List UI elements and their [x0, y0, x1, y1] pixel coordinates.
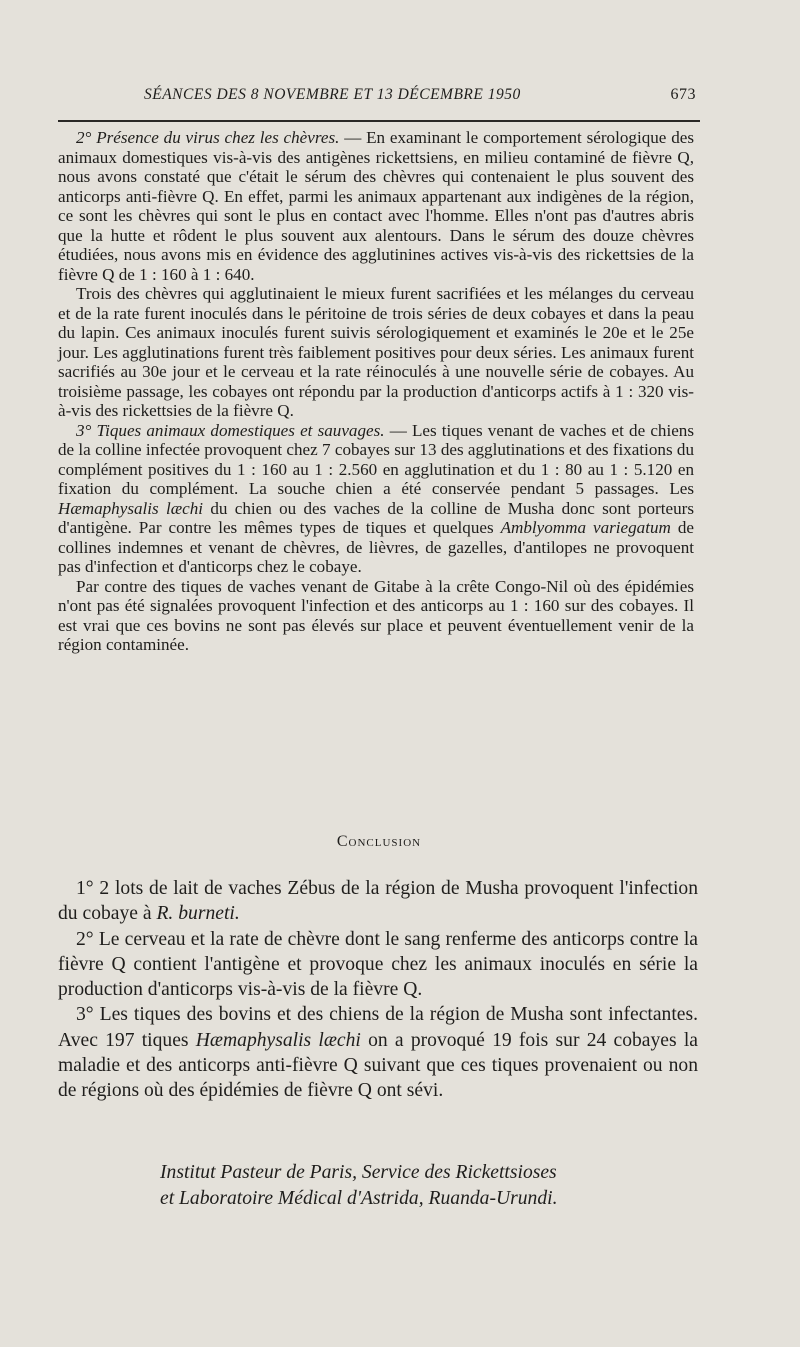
conclusion-item-text: on a provoqué 19 fois sur 24 cobayes la maladie et des anticorps anti-fièvre Q suivant que ces tiques provenaient ou non de régions où des épidémies de fièvre Q ont sévi.: [58, 1029, 698, 1102]
conclusion-text: [58, 876, 698, 1104]
species-name: Amblyomma variegatum: [500, 518, 671, 537]
conclusion-item-1: [58, 876, 698, 927]
paragraph-goats-presence: [58, 128, 694, 284]
section-title-ticks: 3° Tiques animaux domestiques et sauvages.: [76, 420, 385, 440]
affiliation: [160, 1160, 720, 1211]
conclusion-item-text: 1° 2 lots de lait de vaches Zébus de la région de Musha provoquent l'infection du cobaye à: [58, 878, 698, 925]
running-title: SÉANCES DES 8 NOVEMBRE ET 13 DÉCEMBRE 1950: [144, 86, 521, 103]
running-header: [58, 86, 700, 112]
affiliation-line-2: et Laboratoire Médical d'Astrida, Ruanda-Urundi.: [160, 1187, 558, 1209]
paragraph-ticks: [58, 421, 694, 577]
header-rule: [58, 120, 700, 122]
affiliation-line-1: Institut Pasteur de Paris, Service des Rickettsioses: [160, 1162, 557, 1183]
conclusion-heading: Conclusion: [336, 833, 422, 850]
conclusion-item-text: 3° Les tiques des bovins et des chiens de la région de Musha sont infectantes. Avec 197 tiques: [58, 1004, 698, 1051]
paragraph-goats-inoculation: Trois des chèvres qui agglutinaient le mieux furent sacrifiées et les mélanges du cerveau et de la rate furent inoculés dans le péritoine de trois séries de deux cobayes et dans la peau du lapin. Ces animaux inoculés furent suivis sérologiquement et examinés le 20e et le 25e jour. Les agglutinations furent très faiblement positives pour deux séries. Les animaux furent sacrifiés au 30e jour et le cerveau et la rate réinoculés à une nouvelle série de cobayes. Au troisième passage, les cobayes ont répondu par la production d'anticorps actifs à 1 : 320 vis-à-vis des rickettsies de la fièvre Q.: [58, 284, 694, 420]
paragraph-text: — Les tiques venant de vaches et de chiens de la colline infectée provoquent chez 7 cobayes sur 13 des agglutinations et des fixations du complément positives du 1 : 160 au 1 : 2.560 en agglutination et du 1 : 80 au 1 : 5.120 en fixation du complément. La souche chien a été conservée pendant 5 passages. Les: [58, 420, 694, 498]
conclusion-item-3: [58, 1002, 698, 1103]
species-name: R. burneti.: [156, 903, 240, 925]
page-number: 673: [670, 86, 696, 103]
conclusion-item-2: 2° Le cerveau et la rate de chèvre dont le sang renferme des anticorps contre la fièvre Q contient l'antigène et provoque chez les animaux inoculés en série la production d'anticorps vis-à-vis de la fièvre Q.: [58, 928, 698, 1001]
body-text-small: [58, 128, 694, 655]
paragraph-text: de collines indemnes et venant de chèvres, de lièvres, de gazelles, d'antilopes ne provoquent pas d'infection et d'anticorps chez le cobaye.: [58, 518, 694, 576]
species-name: Hæmaphysalis læchi: [58, 498, 204, 518]
paragraph-text: — En examinant le comportement sérologique des animaux domestiques vis-à-vis des antigènes rickettsiens, en milieu contaminé de fièvre Q, nous avons constaté que c'était le sérum des chèvres qui contenaient le plus souvent des anticorps anti-fièvre Q. En effet, parmi les animaux appartenant aux indigènes de la région, ce sont les chèvres qui sont le plus en contact avec l'homme. Elles n'ont pas d'autres abris que la hutte et rôdent le plus souvent aux alentours. Dans le sérum des douze chèvres étudiées, nous avons mis en évidence des agglutinines actives vis-à-vis des rickettsies de la fièvre Q de 1 : 160 à 1 : 640.: [58, 128, 694, 284]
species-name: Hæmaphysalis læchi: [195, 1029, 361, 1051]
paragraph-text: du chien ou des vaches de la colline de Musha donc sont porteurs d'antigène. Par contre les mêmes types de tiques et quelques: [58, 498, 694, 537]
paragraph-gitabe: Par contre des tiques de vaches venant de Gitabe à la crête Congo-Nil où des épidémies n'ont pas été signalées provoquent l'infection et des anticorps au 1 : 160 sur des cobayes. Il est vrai que ces bovins ne sont pas élevés sur place et peuvent éventuellement venir de la région contaminée.: [58, 576, 694, 654]
section-title-goats: 2° Présence du virus chez les chèvres.: [76, 128, 340, 147]
